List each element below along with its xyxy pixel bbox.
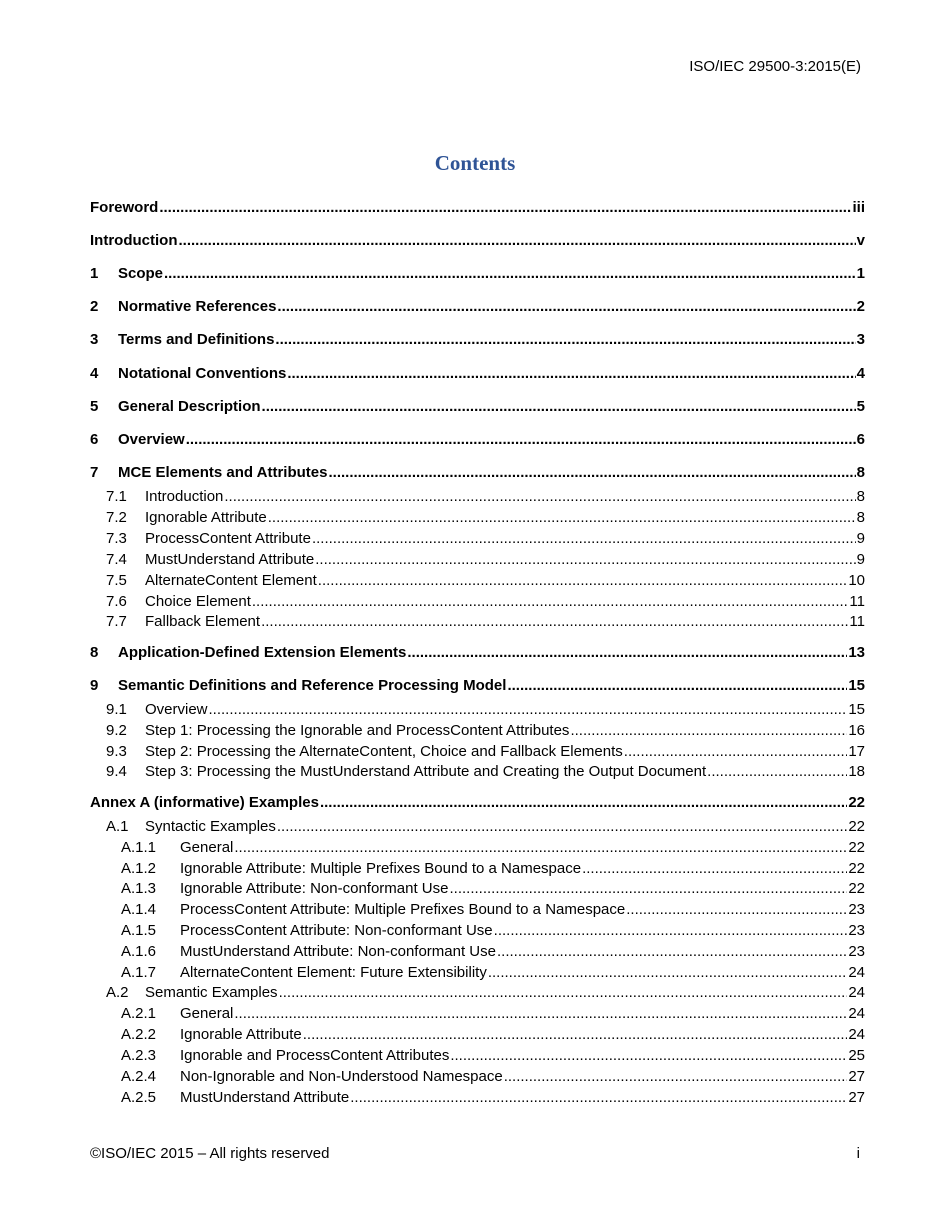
toc-entry[interactable]	[90, 643, 865, 662]
toc-entry[interactable]	[90, 859, 865, 878]
toc-entry-number: 9.4	[106, 763, 127, 780]
toc-entry-page: 24	[848, 1026, 865, 1043]
toc-dot-leader	[209, 700, 848, 719]
toc-entry-number: A.2.2	[121, 1026, 157, 1043]
toc-entry-label: Normative References	[118, 298, 277, 315]
toc-entry[interactable]	[90, 921, 865, 940]
toc-entry-number: A.2.1	[121, 1005, 157, 1022]
toc-dot-leader	[234, 838, 847, 857]
toc-dot-leader	[320, 793, 847, 812]
toc-entry[interactable]	[90, 397, 865, 416]
toc-entry[interactable]	[90, 297, 865, 316]
toc-entry-number: 9.2	[106, 722, 127, 739]
toc-entry-label: Non-Ignorable and Non-Understood Namespace	[180, 1068, 503, 1085]
toc-entry-number: A.2.3	[121, 1047, 157, 1064]
toc-entry-page: 25	[848, 1047, 865, 1064]
toc-entry-number: 3	[90, 331, 99, 348]
toc-entry[interactable]	[90, 612, 865, 631]
toc-entry[interactable]	[90, 529, 865, 548]
footer-copyright: ©ISO/IEC 2015 – All rights reserved	[90, 1145, 330, 1162]
toc-entry-page: v	[856, 232, 865, 249]
toc-dot-leader	[287, 364, 855, 383]
toc-entry[interactable]	[90, 1004, 865, 1023]
toc-entry-label: ProcessContent Attribute	[145, 530, 311, 547]
toc-entry-page: 11	[849, 593, 865, 610]
toc-entry-number: A.1	[106, 818, 129, 835]
toc-entry-number: A.1.1	[121, 839, 157, 856]
toc-entry[interactable]	[90, 1046, 865, 1065]
toc-dot-leader	[626, 900, 847, 919]
toc-entry-number: 7.5	[106, 572, 127, 589]
toc-entry-label: Scope	[118, 265, 164, 282]
toc-entry-label: Step 2: Processing the AlternateContent, Choice and Fallback Elements	[145, 743, 623, 760]
toc-entry-number: 9	[90, 677, 99, 694]
toc-dot-leader	[707, 762, 847, 781]
toc-entry-label: ProcessContent Attribute: Multiple Prefixes Bound to a Namespace	[180, 901, 626, 918]
toc-entry[interactable]	[90, 793, 865, 812]
toc-entry-label: Overview	[118, 431, 185, 448]
toc-dot-leader	[449, 879, 847, 898]
toc-dot-leader	[497, 942, 847, 961]
toc-dot-leader	[303, 1025, 848, 1044]
toc-dot-leader	[570, 721, 847, 740]
toc-entry-number: A.2.4	[121, 1068, 157, 1085]
toc-entry-page: 24	[848, 1005, 865, 1022]
toc-entry-page: 15	[848, 677, 865, 694]
toc-entry-label: Introduction	[145, 488, 224, 505]
toc-dot-leader	[275, 330, 855, 349]
toc-entry-number: A.2	[106, 984, 129, 1001]
toc-entry-page: 4	[856, 365, 865, 382]
toc-entry[interactable]	[90, 879, 865, 898]
toc-entry-label: MustUnderstand Attribute: Non-conformant Use	[180, 943, 496, 960]
toc-entry-number: A.1.4	[121, 901, 157, 918]
toc-entry[interactable]	[90, 963, 865, 982]
toc-entry-label: Ignorable Attribute	[145, 509, 267, 526]
toc-entry-page: 23	[848, 943, 865, 960]
toc-dot-leader	[494, 921, 848, 940]
toc-entry-page: 3	[856, 331, 865, 348]
toc-dot-leader	[186, 430, 856, 449]
toc-entry-page: 24	[848, 984, 865, 1001]
toc-entry-label: Ignorable Attribute: Multiple Prefixes Bound to a Namespace	[180, 860, 582, 877]
toc-entry[interactable]	[90, 742, 865, 761]
toc-entry-label: Terms and Definitions	[118, 331, 275, 348]
toc-entry-label: Ignorable Attribute: Non-conformant Use	[180, 880, 449, 897]
toc-entry[interactable]	[90, 550, 865, 569]
toc-entry-page: 8	[856, 509, 865, 526]
toc-entry-page: 22	[848, 839, 865, 856]
toc-entry-label: Introduction	[90, 232, 178, 249]
toc-entry-number: A.1.2	[121, 860, 157, 877]
toc-entry[interactable]	[90, 676, 865, 695]
toc-entry-label: MustUnderstand Attribute	[145, 551, 315, 568]
toc-entry-label: Annex A (informative) Examples	[90, 794, 319, 811]
toc-entry-label: Semantic Examples	[145, 984, 278, 1001]
toc-entry-number: 9.1	[106, 701, 127, 718]
toc-entry[interactable]	[90, 721, 865, 740]
toc-dot-leader	[277, 297, 855, 316]
toc-entry[interactable]	[90, 1067, 865, 1086]
toc-entry-number: 7.6	[106, 593, 127, 610]
toc-dot-leader	[504, 1067, 848, 1086]
toc-entry[interactable]	[90, 364, 865, 383]
toc-entry-label: MustUnderstand Attribute	[180, 1089, 350, 1106]
toc-dot-leader	[252, 592, 849, 611]
toc-entry[interactable]	[90, 264, 865, 283]
footer-page-number: i	[856, 1145, 860, 1162]
toc-entry-label: Application-Defined Extension Elements	[118, 644, 407, 661]
toc-entry-label: General Description	[118, 398, 261, 415]
toc-dot-leader	[318, 571, 848, 590]
toc-entry-page: 27	[848, 1089, 865, 1106]
toc-entry[interactable]	[90, 430, 865, 449]
toc-entry-label: Ignorable Attribute	[180, 1026, 302, 1043]
toc-dot-leader	[224, 487, 855, 506]
toc-entry-number: 7.7	[106, 613, 127, 630]
toc-entry-number: 9.3	[106, 743, 127, 760]
toc-dot-leader	[164, 264, 856, 283]
toc-entry-page: 18	[848, 763, 865, 780]
toc-entry[interactable]	[90, 198, 865, 217]
toc-entry-label: General	[180, 1005, 234, 1022]
toc-entry-number: 7.2	[106, 509, 127, 526]
toc-entry[interactable]	[90, 330, 865, 349]
toc-entry[interactable]	[90, 592, 865, 611]
toc-entry-page: 2	[856, 298, 865, 315]
toc-entry-number: 7	[90, 464, 99, 481]
toc-entry[interactable]	[90, 838, 865, 857]
toc-entry-page: 22	[848, 880, 865, 897]
toc-entry-number: 5	[90, 398, 99, 415]
toc-entry-page: 16	[848, 722, 865, 739]
toc-entry-label: Fallback Element	[145, 613, 261, 630]
toc-dot-leader	[507, 676, 847, 695]
toc-dot-leader	[312, 529, 856, 548]
toc-entry-page: 27	[848, 1068, 865, 1085]
toc-entry[interactable]	[90, 1088, 865, 1107]
toc-entry[interactable]	[90, 700, 865, 719]
toc-entry-label: Step 1: Processing the Ignorable and ProcessContent Attributes	[145, 722, 570, 739]
toc-entry-page: 8	[856, 488, 865, 505]
toc-entry-page: 10	[848, 572, 865, 589]
toc-entry[interactable]	[90, 983, 865, 1002]
toc-dot-leader	[450, 1046, 847, 1065]
toc-dot-leader	[178, 231, 855, 250]
toc-entry-number: A.1.7	[121, 964, 157, 981]
toc-entry[interactable]	[90, 508, 865, 527]
toc-entry-label: Overview	[145, 701, 208, 718]
toc-entry-number: 6	[90, 431, 99, 448]
toc-dot-leader	[328, 463, 855, 482]
document-id: ISO/IEC 29500-3:2015(E)	[689, 58, 861, 75]
toc-dot-leader	[277, 817, 847, 836]
toc-dot-leader	[582, 859, 847, 878]
toc-entry[interactable]	[90, 571, 865, 590]
toc-entry[interactable]	[90, 942, 865, 961]
toc-entry-label: Syntactic Examples	[145, 818, 276, 835]
toc-entry-page: 23	[848, 901, 865, 918]
toc-entry-label: AlternateContent Element	[145, 572, 317, 589]
toc-entry[interactable]	[90, 817, 865, 836]
toc-entry-number: 4	[90, 365, 99, 382]
toc-entry-label: ProcessContent Attribute: Non-conformant Use	[180, 922, 493, 939]
toc-entry-page: 17	[848, 743, 865, 760]
toc-entry-number: A.2.5	[121, 1089, 157, 1106]
toc-dot-leader	[279, 983, 848, 1002]
toc-dot-leader	[261, 612, 848, 631]
toc-entry-label: MCE Elements and Attributes	[118, 464, 328, 481]
toc-dot-leader	[234, 1004, 847, 1023]
toc-dot-leader	[624, 742, 848, 761]
toc-entry[interactable]	[90, 231, 865, 250]
toc-entry-page: 9	[856, 551, 865, 568]
toc-entry-page: 22	[848, 860, 865, 877]
toc-dot-leader	[268, 508, 856, 527]
toc-entry[interactable]	[90, 463, 865, 482]
toc-entry-number: A.1.6	[121, 943, 157, 960]
toc-entry-page: 23	[848, 922, 865, 939]
toc-entry-page: 1	[856, 265, 865, 282]
toc-entry[interactable]	[90, 900, 865, 919]
toc-entry-number: A.1.3	[121, 880, 157, 897]
toc-entry-page: 6	[856, 431, 865, 448]
toc-dot-leader	[488, 963, 847, 982]
toc-entry-page: 15	[848, 701, 865, 718]
toc-entry-number: 7.4	[106, 551, 127, 568]
toc-entry[interactable]	[90, 487, 865, 506]
toc-entry-page: 8	[856, 464, 865, 481]
toc-entry-label: Choice Element	[145, 593, 251, 610]
toc-entry-page: 9	[856, 530, 865, 547]
toc-entry-number: 8	[90, 644, 99, 661]
toc-entry-label: General	[180, 839, 234, 856]
toc-entry-number: 1	[90, 265, 99, 282]
toc-dot-leader	[315, 550, 855, 569]
toc-entry-page: 13	[848, 644, 865, 661]
toc-entry-label: Notational Conventions	[118, 365, 287, 382]
page-title: Contents	[434, 151, 516, 175]
toc-entry-label: Step 3: Processing the MustUnderstand Attribute and Creating the Output Document	[145, 763, 707, 780]
toc-entry-label: AlternateContent Element: Future Extensibility	[180, 964, 487, 981]
toc-entry-page: 22	[848, 818, 865, 835]
toc-entry-page: 22	[848, 794, 865, 811]
toc-entry-page: iii	[852, 199, 865, 216]
toc-entry[interactable]	[90, 1025, 865, 1044]
toc-entry-number: 7.3	[106, 530, 127, 547]
toc-dot-leader	[407, 643, 847, 662]
toc-entry-page: 5	[856, 398, 865, 415]
toc-entry-page: 11	[849, 613, 865, 630]
toc-entry-label: Foreword	[90, 199, 159, 216]
toc-entry-number: 7.1	[106, 488, 127, 505]
toc-entry[interactable]	[90, 762, 865, 781]
toc-entry-number: A.1.5	[121, 922, 157, 939]
toc-entry-page: 24	[848, 964, 865, 981]
toc-dot-leader	[350, 1088, 847, 1107]
toc-entry-label: Ignorable and ProcessContent Attributes	[180, 1047, 450, 1064]
toc-dot-leader	[159, 198, 851, 217]
toc-dot-leader	[262, 397, 856, 416]
toc-entry-number: 2	[90, 298, 99, 315]
toc-entry-label: Semantic Definitions and Reference Processing Model	[118, 677, 507, 694]
